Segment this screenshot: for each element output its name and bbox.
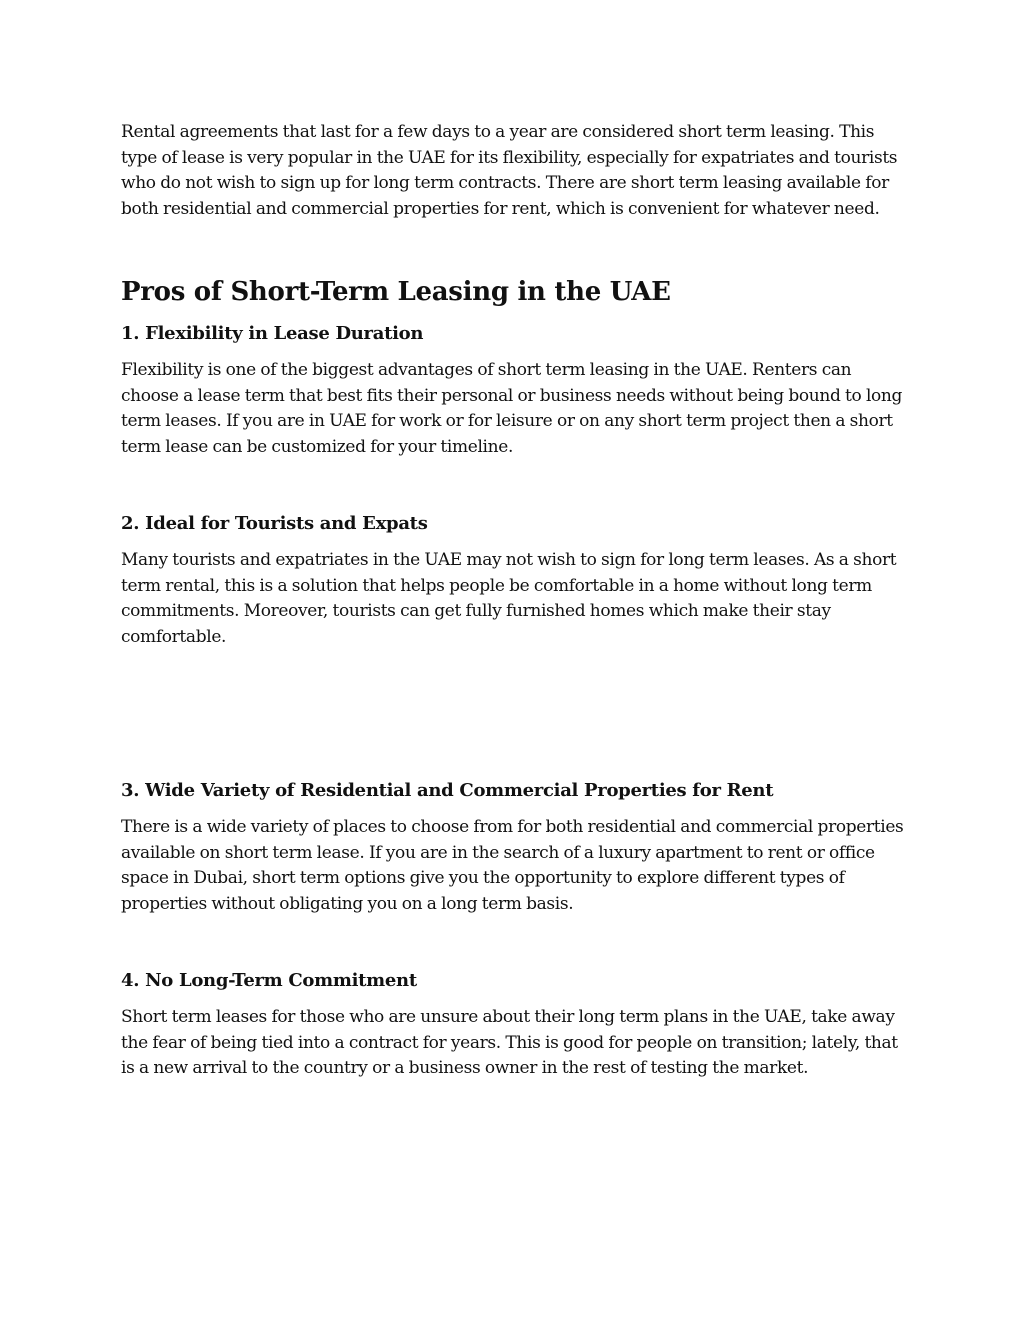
- document-page: [121, 120, 911, 1082]
- section-body: There is a wide variety of places to choose from for both residential and commercial properties available on short term lease. If you are in the search of a luxury apartment to rent or office space in Dubai, short term options give you the opportunity to explore different types of properties without obligating you on a long term basis.: [121, 817, 904, 914]
- section-variety: [121, 778, 911, 917]
- section-body: Many tourists and expatriates in the UAE may not wish to sign for long term leases. As a short term rental, this is a solution that helps people be comfortable in a home without long term commitments. Moreover, tourists can get fully furnished homes which make their stay comfortable.: [121, 550, 897, 647]
- section-no-commitment: [121, 968, 911, 1082]
- section-body: Flexibility is one of the biggest advantages of short term leasing in the UAE. Renters can choose a lease term that best fits their personal or business needs without being bound to long term leases. If you are in UAE for work or for leisure or on any short term project then a short term lease can be customized for your timeline.: [121, 360, 903, 457]
- section-tourists-expats: [121, 511, 911, 650]
- section-flexibility: [121, 321, 911, 460]
- intro-paragraph: Rental agreements that last for a few days to a year are considered short term leasing. This type of lease is very popular in the UAE for its flexibility, especially for expatriates and tourists who do not wish to sign up for long term contracts. There are short term leasing available for both residential and commercial properties for rent, which is convenient for whatever need.: [121, 122, 898, 219]
- section-title: 4. No Long-Term Commitment: [121, 970, 417, 991]
- main-heading: Pros of Short-Term Leasing in the UAE: [121, 277, 671, 307]
- section-title: 1. Flexibility in Lease Duration: [121, 323, 424, 344]
- section-title: 3. Wide Variety of Residential and Commercial Properties for Rent: [121, 780, 774, 801]
- section-title: 2. Ideal for Tourists and Expats: [121, 513, 428, 534]
- section-body: Short term leases for those who are unsure about their long term plans in the UAE, take away the fear of being tied into a contract for years. This is good for people on transition; lately, that is a new arrival to the country or a business owner in the rest of testing the market.: [121, 1007, 898, 1078]
